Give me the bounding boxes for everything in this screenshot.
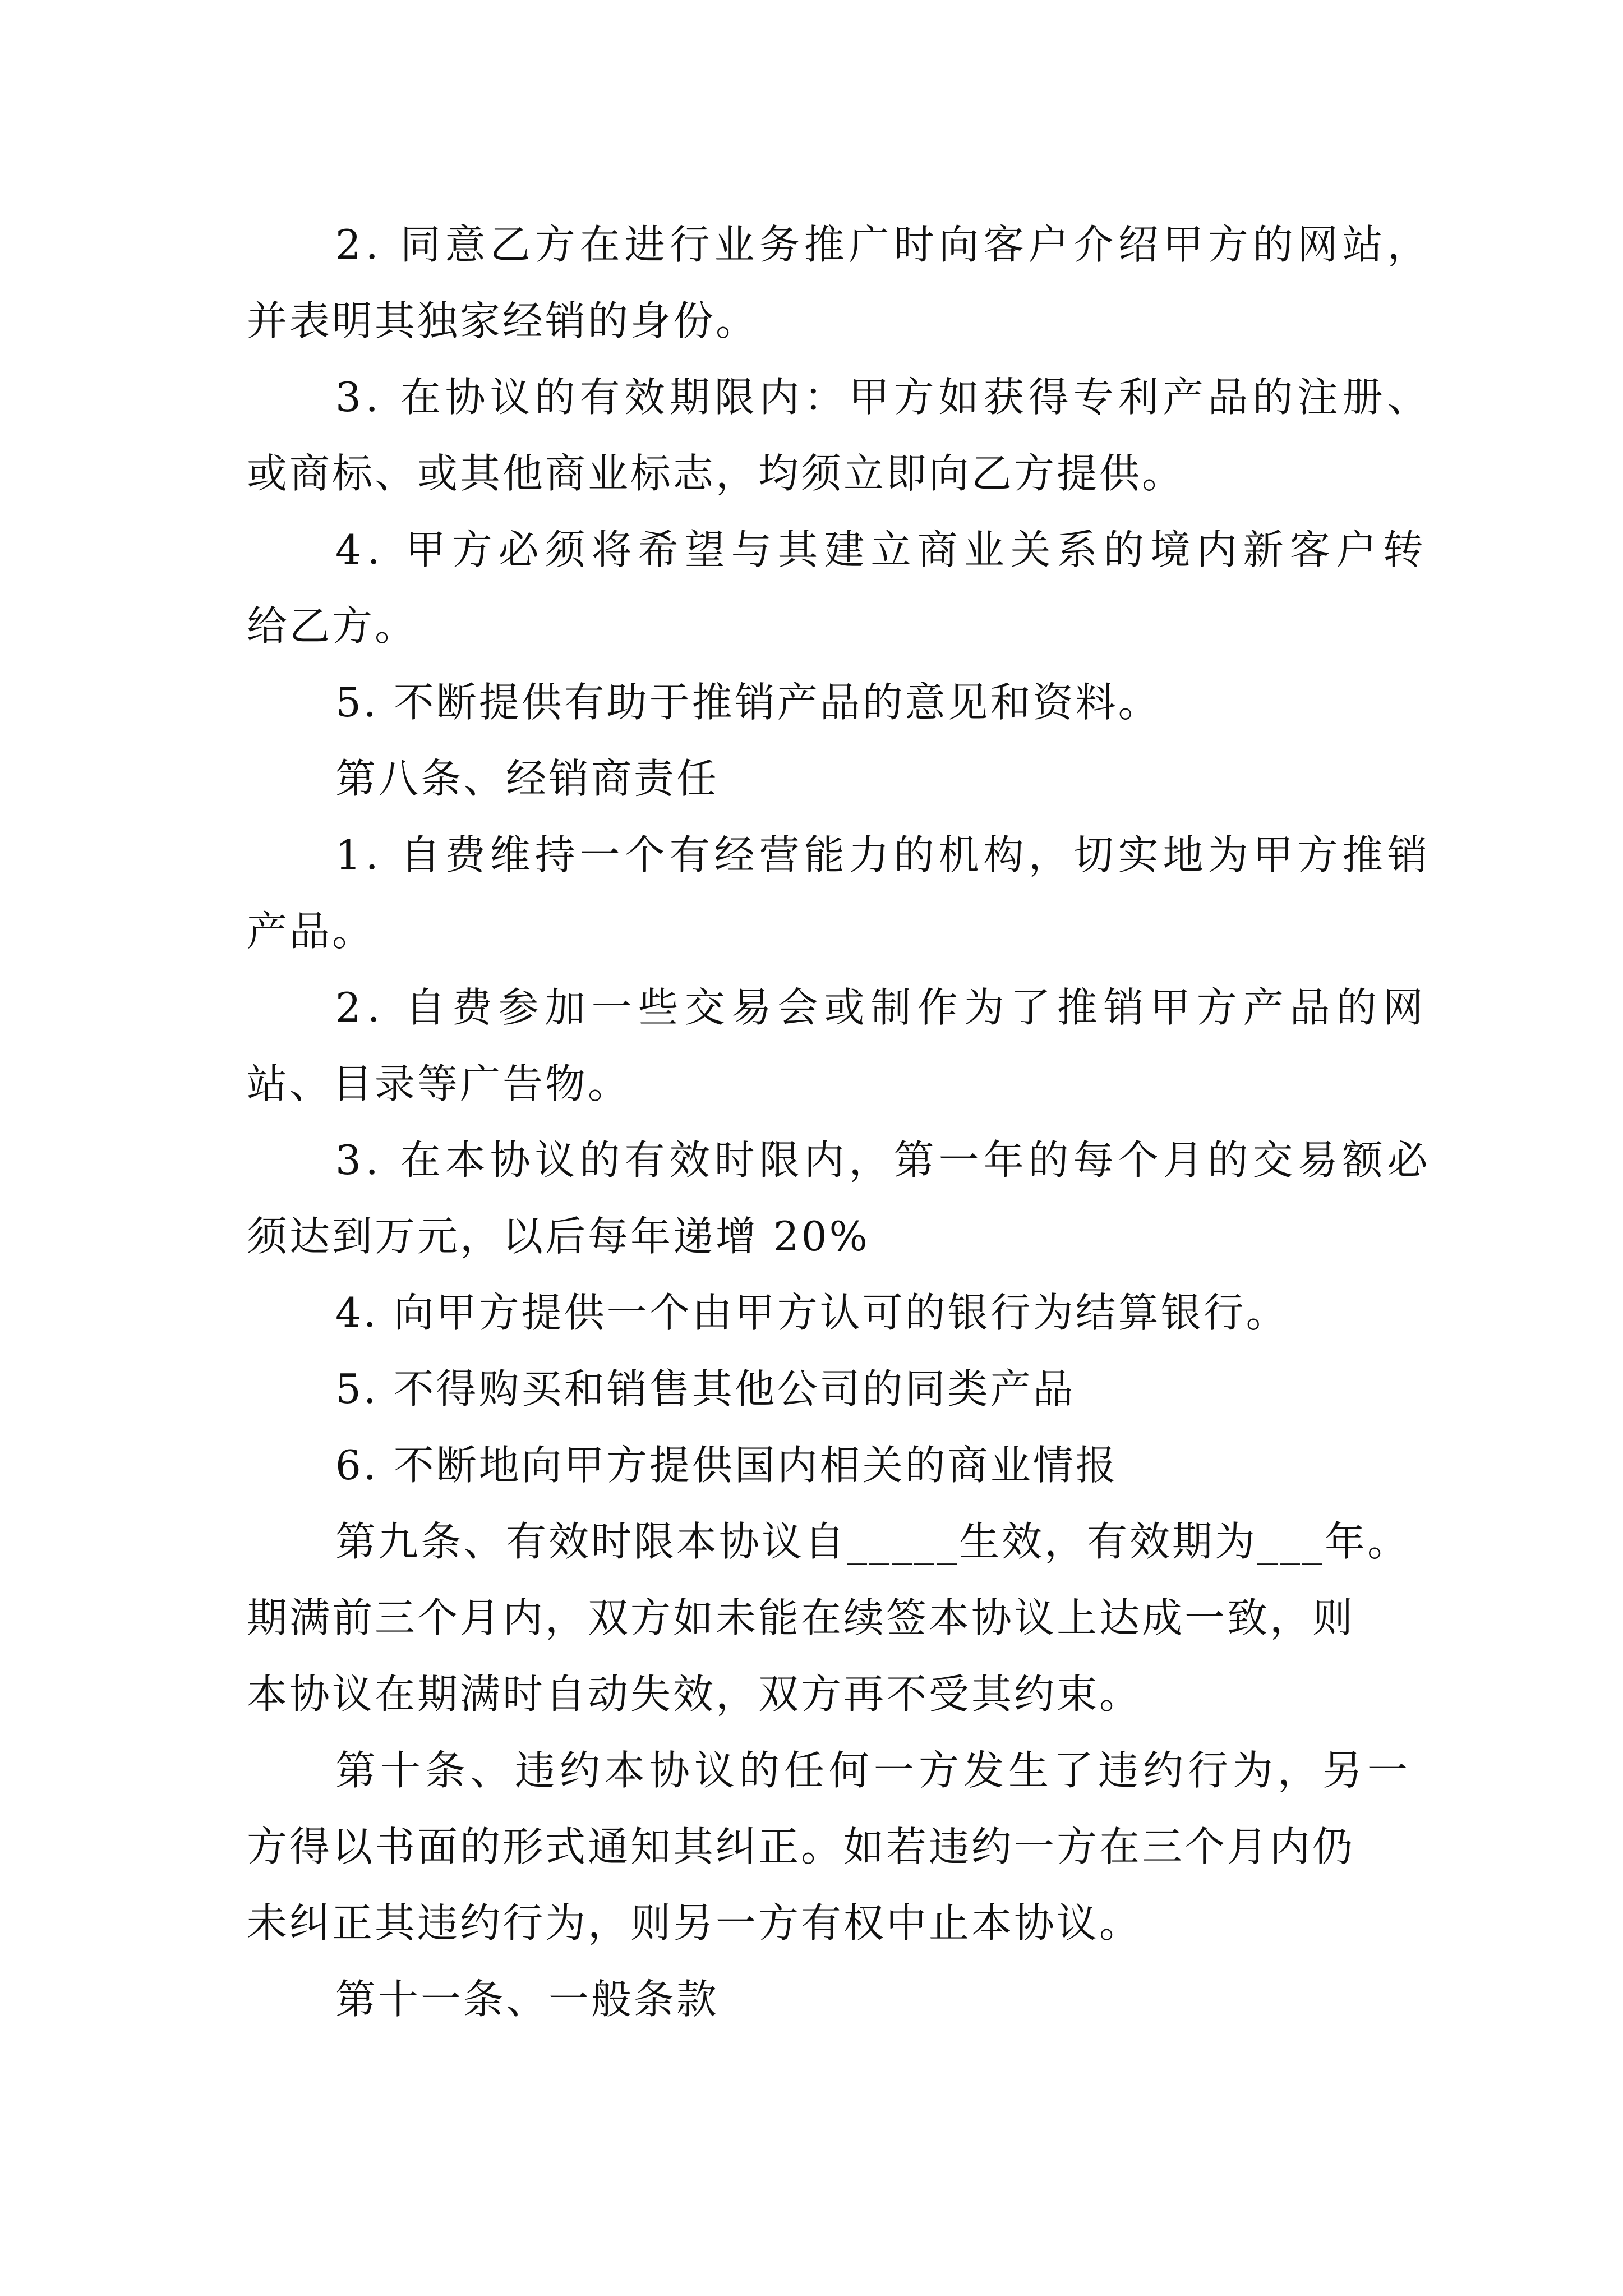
text-line: 或商标、或其他商业标志，均须立即向乙方提供。 — [247, 450, 1185, 497]
text-line: 产品。 — [247, 908, 375, 955]
text-line: 5. 不断提供有助于推销产品的意见和资料。 — [335, 679, 1161, 726]
text-line: 1. 自费维持一个有经营能力的机构，切实地为甲方推销 — [335, 831, 1432, 878]
text-line: 2. 同意乙方在进行业务推广时向客户介绍甲方的网站， — [335, 221, 1432, 268]
text-line: 未纠正其违约行为，则另一方有权中止本协议。 — [247, 1899, 1142, 1947]
text-line: 5. 不得购买和销售其他公司的同类产品 — [335, 1365, 1076, 1412]
text-line: 本协议在期满时自动失效，双方再不受其约束。 — [247, 1671, 1142, 1718]
text-line: 3. 在协议的有效期限内：甲方如获得专利产品的注册、 — [335, 374, 1432, 421]
text-line: 4. 向甲方提供一个由甲方认可的银行为结算银行。 — [335, 1289, 1289, 1336]
text-line: 须达到万元，以后每年递增 20% — [247, 1213, 870, 1260]
section-heading: 第八条、经销商责任 — [335, 755, 720, 802]
text-line: 2. 自费参加一些交易会或制作为了推销甲方产品的网 — [335, 984, 1430, 1031]
text-line: 期满前三个月内，双方如未能在续签本协议上达成一致，则 — [247, 1594, 1355, 1641]
text-line: 3. 在本协议的有效时限内，第一年的每个月的交易额必 — [335, 1137, 1432, 1184]
text-line: 给乙方。 — [247, 602, 418, 650]
text-line: 6. 不断地向甲方提供国内相关的商业情报 — [335, 1442, 1118, 1489]
section-heading: 第十一条、一般条款 — [335, 1976, 720, 2023]
text-line: 站、目录等广告物。 — [247, 1060, 631, 1107]
section-heading: 第九条、有效时限本协议自_____生效，有效期为___年。 — [335, 1518, 1410, 1565]
text-line: 4. 甲方必须将希望与其建立商业关系的境内新客户转 — [335, 526, 1430, 573]
section-heading: 第十条、违约本协议的任何一方发生了违约行为，另一 — [335, 1747, 1413, 1794]
text-line: 方得以书面的形式通知其纠正。如若违约一方在三个月内仍 — [247, 1823, 1355, 1870]
text-line: 并表明其独家经销的身份。 — [247, 297, 759, 344]
